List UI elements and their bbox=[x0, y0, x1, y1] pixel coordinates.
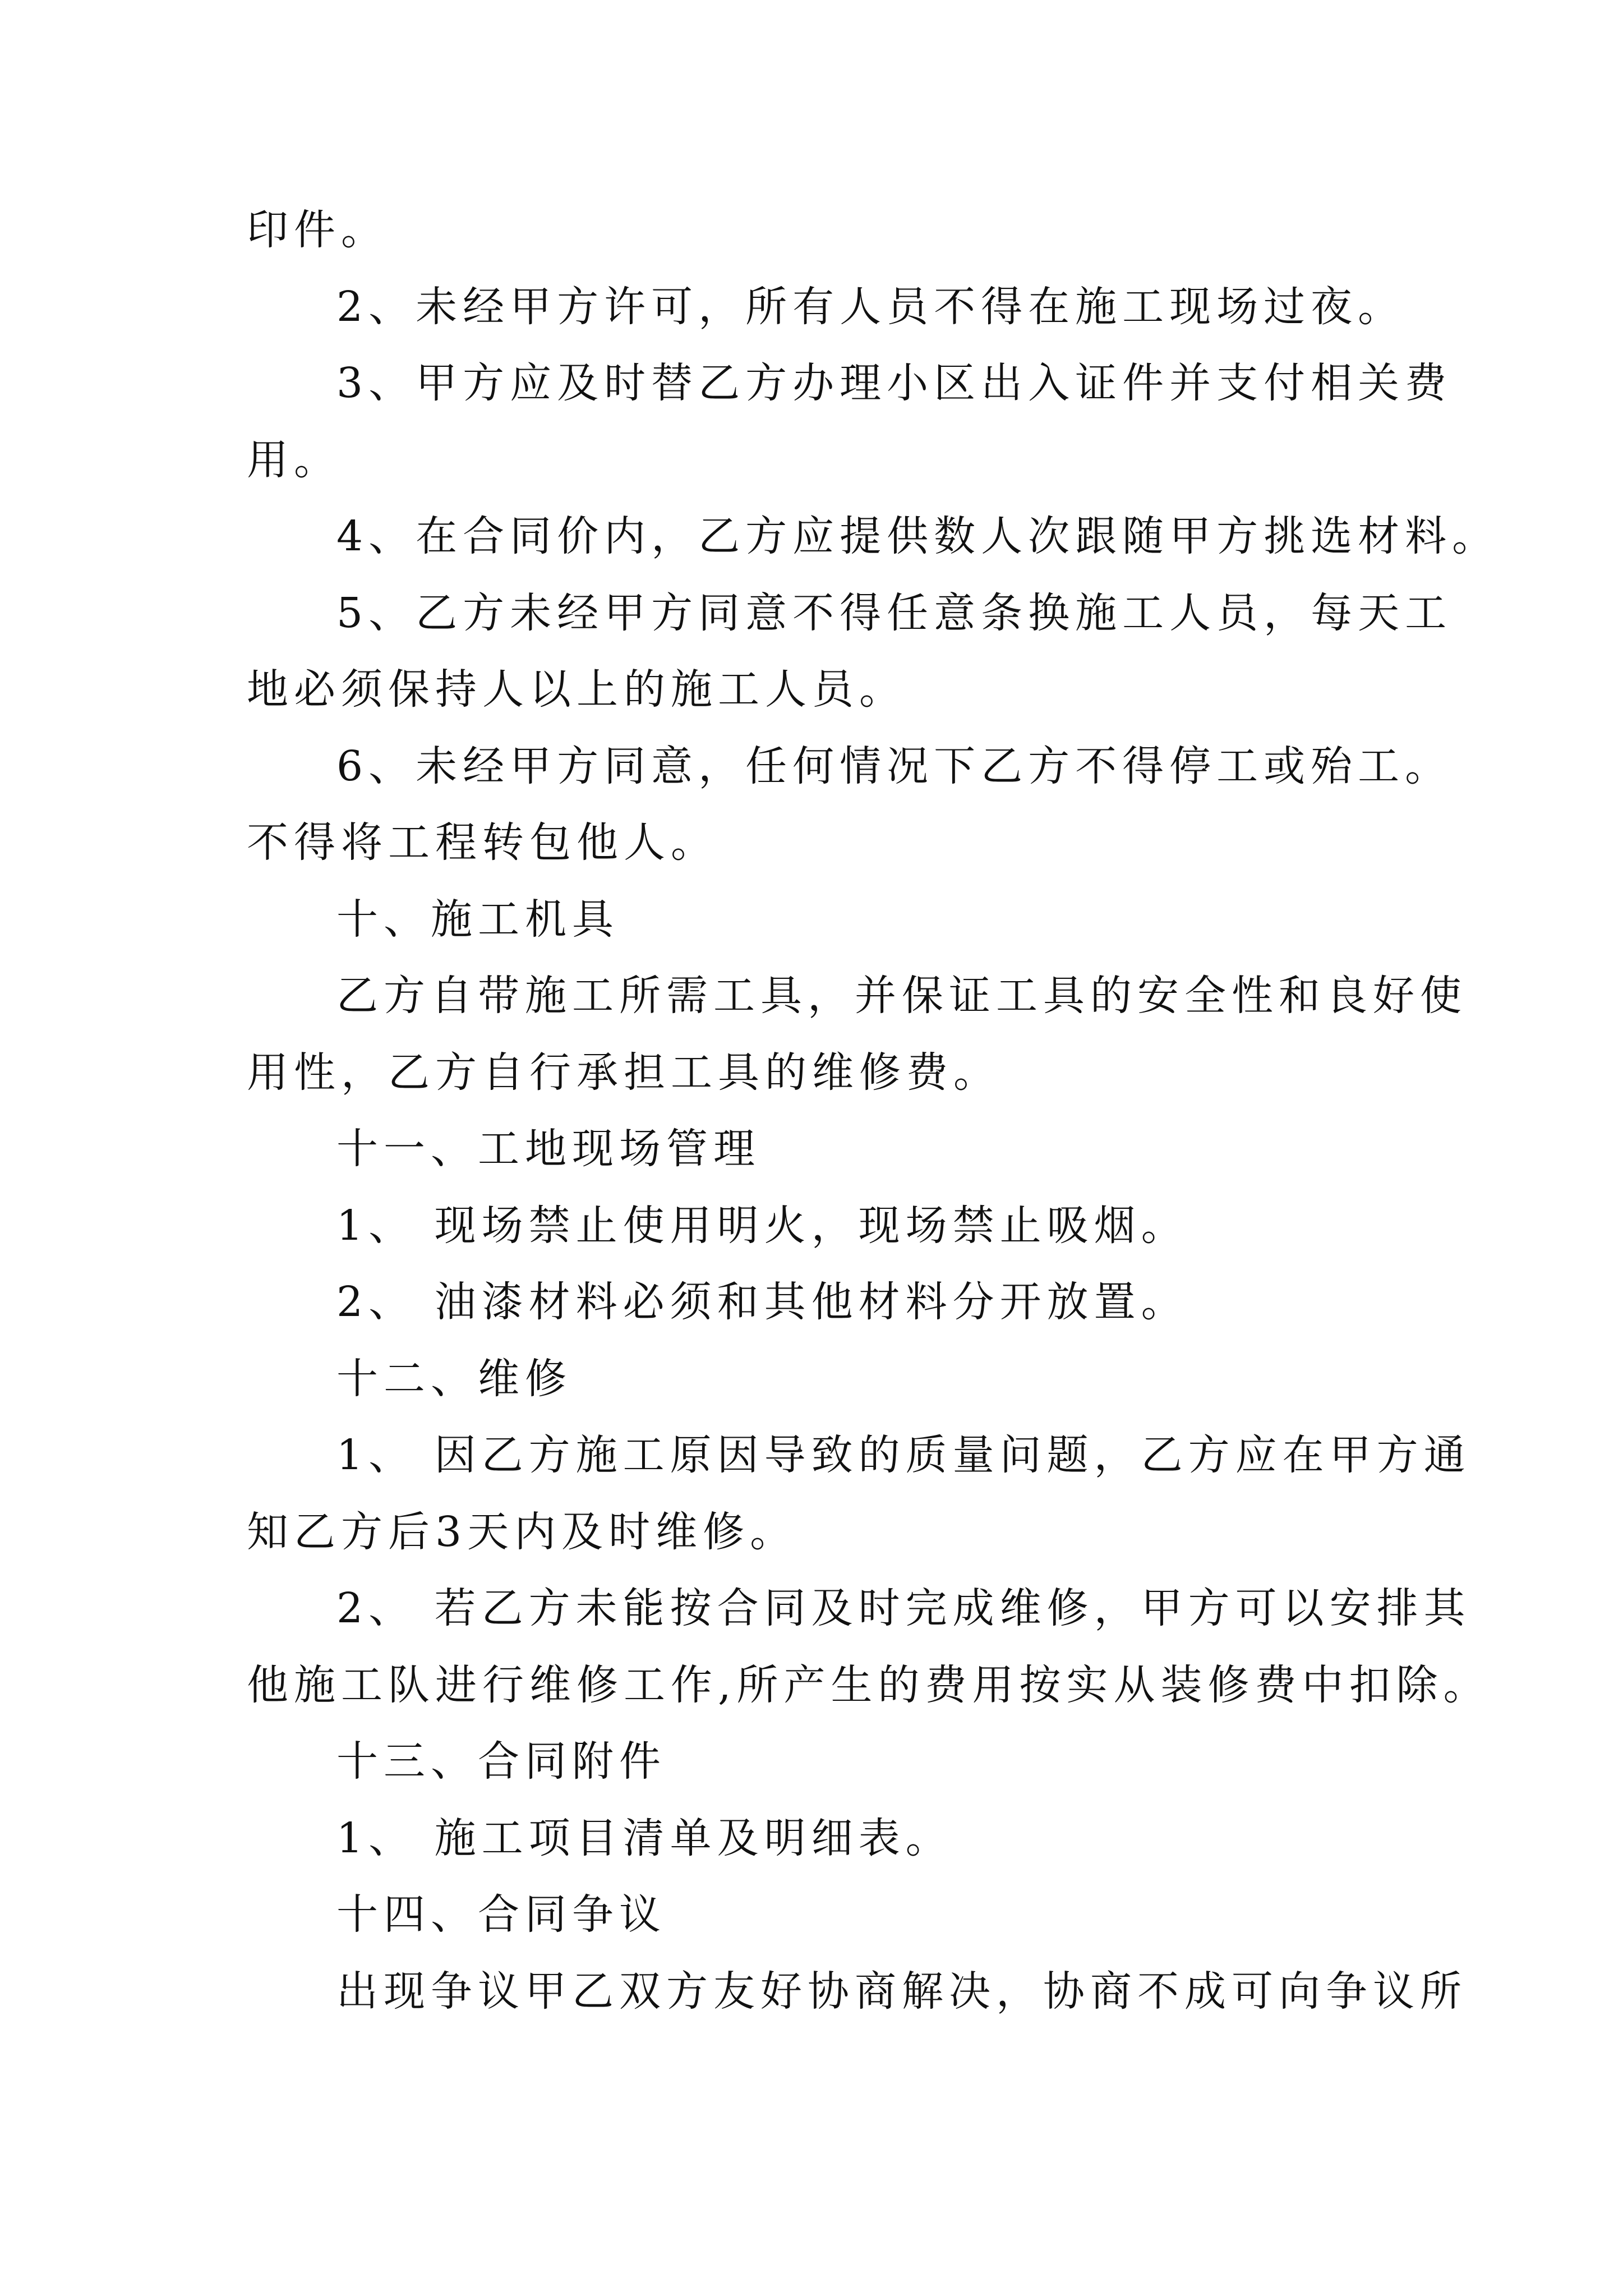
text-line: 1、 施工项目清单及明细表。 bbox=[336, 1814, 953, 1862]
text-line: 1、 因乙方施工原因导致的质量问题，乙方应在甲方通 bbox=[336, 1431, 1471, 1479]
text-line: 2、 若乙方未能按合同及时完成维修，甲方可以安排其 bbox=[336, 1584, 1471, 1632]
text-line: 用性，乙方自行承担工具的维修费。 bbox=[247, 1048, 1000, 1097]
section-heading: 十二、维修 bbox=[336, 1355, 572, 1403]
text-line: 地必须保持人以上的施工人员。 bbox=[247, 665, 906, 714]
text-line: 用。 bbox=[247, 436, 341, 484]
text-line: 2、未经甲方许可，所有人员不得在施工现场过夜。 bbox=[336, 283, 1405, 331]
text-line: 4、在合同价内，乙方应提供数人次跟随甲方挑选材料。 bbox=[336, 512, 1500, 560]
text-line: 2、 油漆材料必须和其他材料分开放置。 bbox=[336, 1278, 1188, 1326]
section-heading: 十三、合同附件 bbox=[336, 1737, 666, 1786]
text-line: 知乙方后3天内及时维修。 bbox=[247, 1508, 797, 1556]
section-heading: 十四、合同争议 bbox=[336, 1890, 666, 1939]
text-line: 出现争议甲乙双方友好协商解决，协商不成可向争议所 bbox=[336, 1967, 1467, 2016]
text-line: 6、未经甲方同意，任何情况下乙方不得停工或殆工。 bbox=[336, 742, 1453, 790]
text-line: 1、 现场禁止使用明火，现场禁止吸烟。 bbox=[336, 1202, 1188, 1250]
text-line: 印件。 bbox=[247, 206, 388, 254]
text-line: 他施工队进行维修工作,所产生的费用按实从装修费中扣除。 bbox=[247, 1661, 1491, 1709]
section-heading: 十、施工机具 bbox=[336, 895, 619, 944]
text-line: 5、乙方未经甲方同意不得任意条换施工人员，每天工 bbox=[336, 589, 1453, 637]
text-line: 不得将工程转包他人。 bbox=[247, 818, 718, 867]
text-line: 3、甲方应及时替乙方办理小区出入证件并支付相关费 bbox=[336, 359, 1453, 407]
text-line: 乙方自带施工所需工具，并保证工具的安全性和良好使 bbox=[336, 972, 1467, 1020]
section-heading: 十一、工地现场管理 bbox=[336, 1125, 760, 1173]
